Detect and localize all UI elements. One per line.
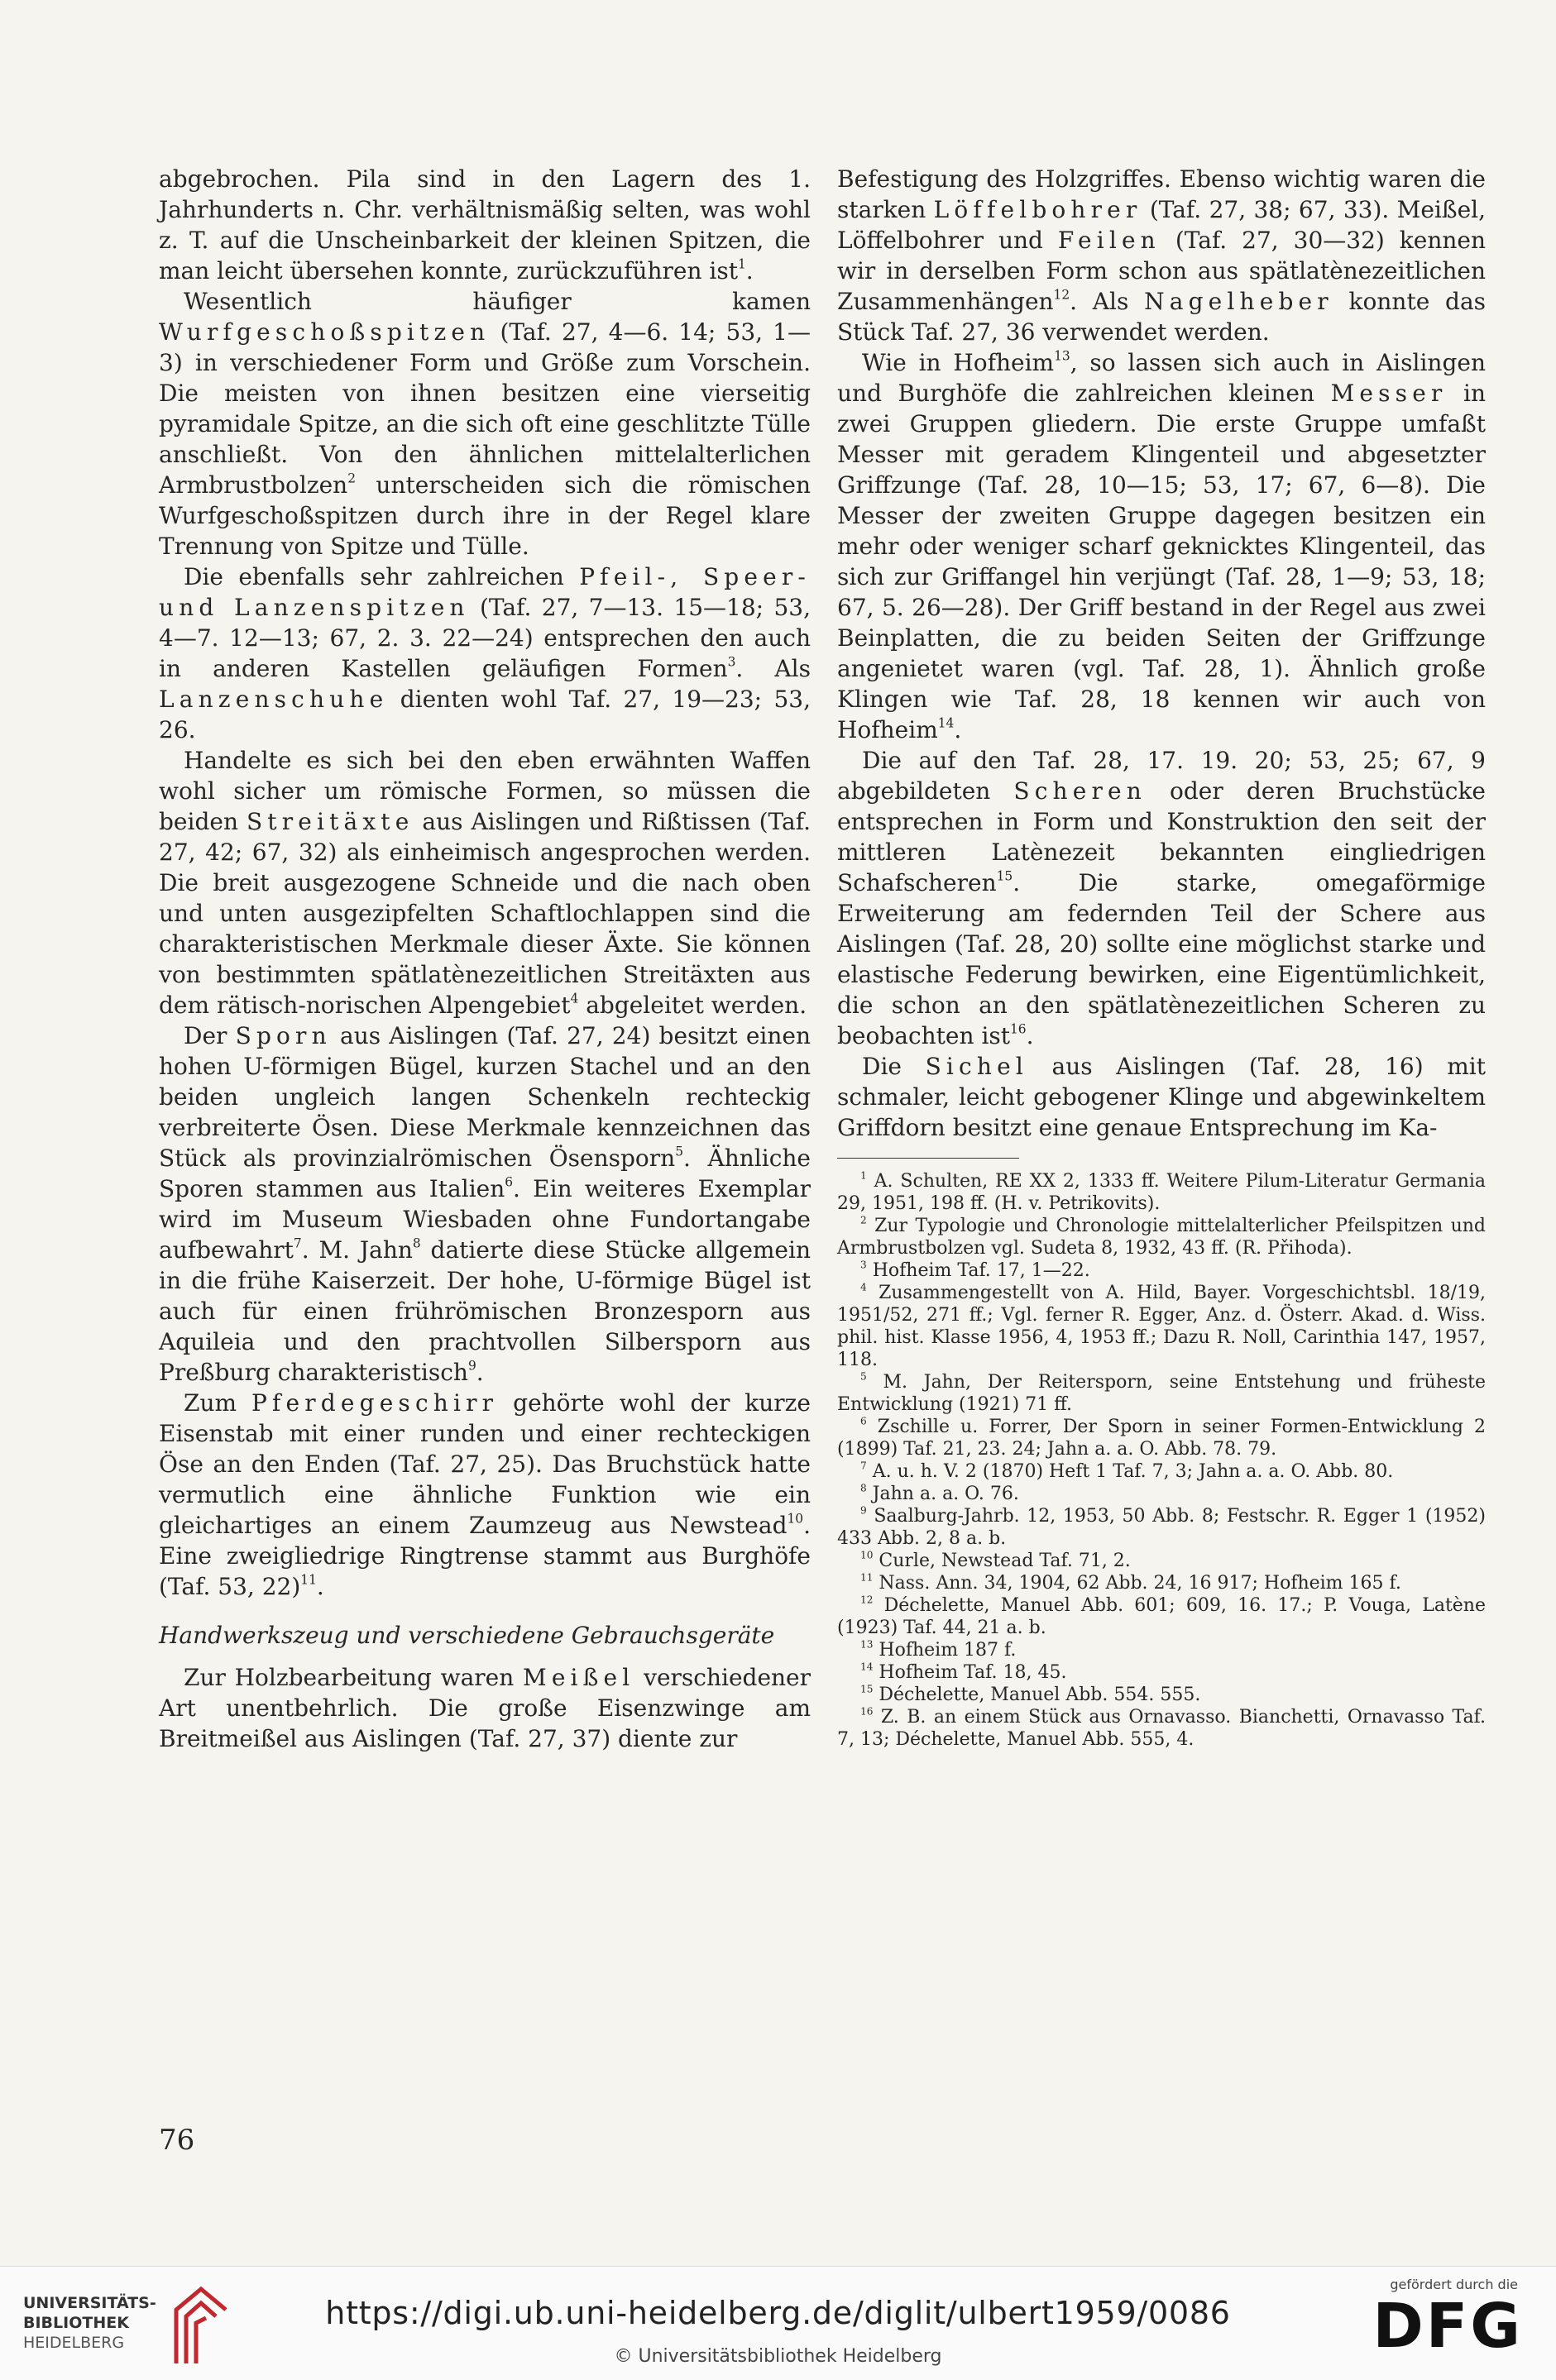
- footnote: [837, 1550, 1486, 1572]
- footnote-text: A. Schulten, RE XX 2, 1333 ff. Weitere Pilum-Literatur Germania 29, 1951, 198 ff. (H. v. Petrikovits).: [837, 1171, 1486, 1214]
- footnote-number: 1: [860, 1169, 867, 1182]
- footnote: [837, 1259, 1486, 1282]
- footnote-ref[interactable]: 4: [570, 991, 579, 1006]
- viewer-footer: [0, 2266, 1556, 2380]
- footnote-text: Hofheim 187 f.: [879, 1640, 1017, 1661]
- spaced-term: Pfeil-, Speer- und Lanzenspitzen: [159, 563, 812, 621]
- footnote-text: A. u. h. V. 2 (1870) Heft 1 Taf. 7, 3; Jahn a. a. O. Abb. 80.: [872, 1461, 1394, 1482]
- paragraph: Wesentlich häufiger kamen Wurfgeschoßspitzen (Taf. 27, 4—6. 14; 53, 1—3) in verschiedener Form und Größe zum Vorschein. Die meisten von ihnen besitzen eine vierseitig pyramidale Spitze, an die sich oft eine geschlitzte Tülle anschließt. Von den ähnlichen mittelalterlichen Armbrustbolzen$^2$ unterscheiden sich die römischen Wurfgeschoßspitzen durch ihre in der Regel klare Trennung von Spitze und Tülle.: [159, 288, 811, 560]
- footnote-ref[interactable]: 7: [293, 1235, 302, 1251]
- footnote-ref[interactable]: 11: [300, 1572, 317, 1588]
- paragraph: Die ebenfalls sehr zahlreichen Pfeil-, Speer- und Lanzenspitzen (Taf. 27, 7—13. 15—18; 53, 4—7. 12—13; 67, 2. 3. 22—24) entsprechen den auch in anderen Kastellen geläufigen Formen$^3$. Als Lanzenschuhe dienten wohl Taf. 27, 19—23; 53, 26.: [159, 563, 812, 743]
- page-number: 76: [159, 2124, 195, 2157]
- footnote-number: 12: [860, 1594, 874, 1606]
- footnote-text: Curle, Newstead Taf. 71, 2.: [879, 1551, 1131, 1571]
- footnote-text: Jahn a. a. O. 76.: [872, 1484, 1019, 1504]
- footnote: [837, 1460, 1486, 1483]
- footnote: [837, 1170, 1486, 1215]
- footnote-number: 16: [860, 1705, 874, 1718]
- footnote: [837, 1594, 1486, 1639]
- right-column: [837, 164, 1486, 1751]
- footnote: [837, 1706, 1486, 1751]
- footnote-ref[interactable]: 9: [467, 1358, 476, 1374]
- spaced-term: Sporn: [235, 1022, 332, 1049]
- footnote: [837, 1215, 1486, 1259]
- spaced-term: Meißel: [523, 1664, 635, 1691]
- paragraph: Zur Holzbearbeitung waren Meißel verschiedener Art unentbehrlich. Die große Eisenzwinge am Breitmeißel aus Aislingen (Taf. 27, 37) diente zur: [159, 1664, 811, 1752]
- footnote-number: 13: [860, 1638, 874, 1651]
- footnote-ref[interactable]: 2: [347, 471, 357, 486]
- footnote-number: 2: [860, 1214, 867, 1226]
- footnote-text: Zusammengestellt von A. Hild, Bayer. Vorgeschichtsbl. 18/19, 1951/52, 271 ff.; Vgl. ferner R. Egger, Anz. d. Österr. Akad. d. Wiss. phil. hist. Klasse 1956, 4, 1953 ff.; Dazu R. Noll, Carinthia 147, 1957, 118.: [837, 1283, 1486, 1370]
- footnotes: [837, 1170, 1486, 1751]
- left-column: [159, 164, 811, 1754]
- footnote-ref[interactable]: 8: [412, 1235, 421, 1251]
- footnote-number: 10: [860, 1549, 874, 1561]
- spaced-term: Pferdegeschirr: [251, 1389, 499, 1417]
- footnote: [837, 1505, 1486, 1550]
- spaced-term: Messer: [1330, 380, 1448, 407]
- copyright-notice: © Universitätsbibliothek Heidelberg: [614, 2346, 942, 2367]
- paragraph: Die auf den Taf. 28, 17. 19. 20; 53, 25; 67, 9 abgebildeten Scheren oder deren Bruchstücke entsprechen in Form und Konstruktion den seit der mittleren Latènezeit bekannten eingliedrigen Schafscheren$^{15}$. Die starke, omegaförmige Erweiterung am federnden Teil der Schere aus Aislingen (Taf. 28, 20) sollte eine möglichst starke und elastische Federung bewirken, eine Eigentümlichkeit, die schon an den spätlatènezeitlichen Scheren zu beobachten ist$^{16}$.: [837, 747, 1486, 1049]
- footnote-text: Zur Typologie und Chronologie mittelalterlicher Pfeilspitzen und Armbrustbolzen vgl. Sudeta 8, 1932, 43 ff. (R. Přihoda).: [837, 1216, 1486, 1259]
- library-name-line: BIBLIOTHEK: [23, 2314, 129, 2332]
- footnote-text: Déchelette, Manuel Abb. 554. 555.: [879, 1685, 1201, 1705]
- footnote: [837, 1371, 1486, 1416]
- footnote-text: Zschille u. Forrer, Der Sporn in seiner Formen-Entwicklung 2 (1899) Taf. 21, 23. 24; Jahn a. a. O. Abb. 78. 79.: [837, 1417, 1486, 1460]
- dfg-logo[interactable]: [1366, 2277, 1523, 2368]
- footnote-ref[interactable]: 3: [727, 654, 736, 670]
- spaced-term: Wurfgeschoßspitzen: [159, 318, 491, 346]
- footnote: [837, 1684, 1486, 1706]
- footnote-number: 11: [860, 1571, 874, 1584]
- footnote-number: 6: [860, 1415, 867, 1427]
- spaced-term: Streitäxte: [246, 808, 414, 835]
- footnote-text: M. Jahn, Der Reitersporn, seine Entstehung und früheste Entwicklung (1921) 71 ff.: [837, 1372, 1486, 1415]
- funding-note: gefördert durch die: [1390, 2277, 1518, 2292]
- footnote-text: Saalburg-Jahrb. 12, 1953, 50 Abb. 8; Festschr. R. Egger 1 (1952) 433 Abb. 2, 8 a. b.: [837, 1506, 1486, 1549]
- footnote-number: 15: [860, 1683, 874, 1695]
- spaced-term: Löffelbohrer: [933, 196, 1142, 223]
- paragraph: Befestigung des Holzgriffes. Ebenso wichtig waren die starken Löffelbohrer (Taf. 27, 38; 67, 33). Meißel, Löffelbohrer und Feilen (Taf. 27, 30—32) kennen wir in derselben Form schon aus spätlatènezeitlichen Zusammenhängen$^{12}$. Als Nagelheber konnte das Stück Taf. 27, 36 verwendet werden.: [837, 165, 1487, 346]
- footnote-text: Hofheim Taf. 17, 1—22.: [872, 1260, 1090, 1281]
- footnote-ref[interactable]: 6: [505, 1174, 514, 1190]
- footnote-ref[interactable]: 1: [737, 256, 746, 272]
- paragraph: Handelte es sich bei den eben erwähnten Waffen wohl sicher um römische Formen, so müssen die beiden Streitäxte aus Aislingen und Rißtissen (Taf. 27, 42; 67, 32) als einheimisch angesprochen werden. Die breit ausgezogene Schneide und die nach oben und unten ausgezipfelten Schaftlochlappen sind die charakteristischen Merkmale dieser Äxte. Sie können von bestimmten spätlatènezeitlichen Streitäxten aus dem rätisch-norischen Alpengebiet$^4$ abgeleitet werden.: [159, 747, 811, 1019]
- footnote-ref[interactable]: 13: [1054, 348, 1070, 364]
- document-url-link[interactable]: https://digi.ub.uni-heidelberg.de/diglit/ulbert1959/0086: [325, 2295, 1231, 2331]
- spaced-term: Lanzenschuhe: [159, 686, 389, 713]
- footnote-ref[interactable]: 14: [937, 715, 955, 731]
- footnote-text: Déchelette, Manuel Abb. 601; 609, 16. 17.; P. Vouga, Latène (1923) Taf. 44, 21 a. b.: [837, 1595, 1486, 1638]
- footnote-ref[interactable]: 10: [787, 1511, 804, 1527]
- footnote-text: Hofheim Taf. 18, 45.: [879, 1662, 1067, 1683]
- paragraph: abgebrochen. Pila sind in den Lagern des 1. Jahrhunderts n. Chr. verhältnismäßig selten, was wohl z. T. auf die Unscheinbarkeit der kleinen Spitzen, die man leicht übersehen konnte, zurückzuführen ist$^1$.: [159, 165, 811, 284]
- footnote-ref[interactable]: 16: [1010, 1021, 1027, 1037]
- footnote-divider: [837, 1158, 1019, 1159]
- footnote-number: 5: [860, 1370, 867, 1383]
- footnote: [837, 1572, 1486, 1594]
- footnote-number: 7: [860, 1460, 867, 1472]
- spaced-term: Scheren: [1013, 777, 1147, 805]
- spaced-term: Sichel: [925, 1053, 1028, 1080]
- footnote-number: 8: [860, 1482, 867, 1494]
- library-name-line: HEIDELBERG: [23, 2334, 125, 2352]
- footnote-text: Nass. Ann. 34, 1904, 62 Abb. 24, 16 917; Hofheim 165 f.: [879, 1573, 1401, 1594]
- footnote-number: 9: [860, 1504, 867, 1517]
- footnote: [837, 1639, 1486, 1661]
- section-heading: Handwerkszeug und verschiedene Gebrauchsgeräte: [159, 1622, 775, 1649]
- library-name-line: UNIVERSITÄTS-: [23, 2294, 156, 2312]
- dfg-wordmark: DFG: [1372, 2291, 1523, 2362]
- footnote-number: 3: [860, 1259, 867, 1271]
- footnote: [837, 1282, 1486, 1371]
- footnote: [837, 1483, 1486, 1505]
- paragraph: Zum Pferdegeschirr gehörte wohl der kurze Eisenstab mit einer runden und einer rechteckigen Öse an den Enden (Taf. 27, 25). Das Bruchstück hatte vermutlich eine ähnliche Funktion wie ein gleichartiges an einem Zaumzeug aus Newstead$^{10}$. Eine zweigliedrige Ringtrense stammt aus Burghöfe (Taf. 53, 22)$^{11}$.: [159, 1389, 811, 1600]
- footnote: [837, 1416, 1486, 1460]
- footnote-number: 4: [860, 1281, 867, 1293]
- spaced-term: Feilen: [1057, 227, 1161, 254]
- footnote-ref[interactable]: 5: [675, 1144, 683, 1159]
- footnote: [837, 1661, 1486, 1684]
- footnote-ref[interactable]: 12: [1053, 287, 1070, 303]
- paragraph: Wie in Hofheim$^{13}$, so lassen sich auch in Aislingen und Burghöfe die zahlreichen kleinen Messer in zwei Gruppen gliedern. Die erste Gruppe umfaßt Messer mit geradem Klingenteil und abgesetzter Griffzunge (Taf. 28, 10—15; 53, 17; 67, 6—8). Die Messer der zweiten Gruppe dagegen besitzen ein mehr oder weniger scharf geknicktes Klingenteil, das sich zur Griffangel hin verjüngt (Taf. 28, 1—9; 53, 18; 67, 5. 26—28). Der Griff bestand in der Regel aus zwei Beinplatten, die zu beiden Seiten der Griffzunge angenietet waren (vgl. Taf. 28, 1). Ähnlich große Klingen wie Taf. 28, 18 kennen wir auch von Hofheim$^{14}$.: [837, 348, 1487, 743]
- footnote-number: 14: [860, 1661, 874, 1673]
- paragraph: Die Sichel aus Aislingen (Taf. 28, 16) mit schmaler, leicht gebogener Klinge und abgewinkeltem Griffdorn besitzt eine genaue Entsprechung im Ka-: [837, 1053, 1486, 1141]
- footnote-ref[interactable]: 15: [996, 868, 1013, 884]
- paragraph: Der Sporn aus Aislingen (Taf. 27, 24) besitzt einen hohen U-förmigen Bügel, kurzen Stachel und an den beiden ungleich langen Schenkeln rechteckig verbreiterte Ösen. Diese Merkmale kennzeichnen das Stück als provinzialrömischen Ösensporn$^5$. Ähnliche Sporen stammen aus Italien$^6$. Ein weiteres Exemplar wird im Museum Wiesbaden ohne Fundortangabe aufbewahrt$^7$. M. Jahn$^8$ datierte diese Stücke allgemein in die frühe Kaiserzeit. Der hohe, U-förmige Bügel ist auch für einen frührömischen Bronzesporn aus Aquileia und den prachtvollen Silbersporn aus Preßburg charakteristisch$^9$.: [159, 1022, 811, 1386]
- spaced-term: Nagelheber: [1144, 288, 1333, 315]
- footnote-text: Z. B. an einem Stück aus Ornavasso. Bianchetti, Ornavasso Taf. 7, 13; Déchelette, Manuel Abb. 555, 4.: [837, 1707, 1486, 1750]
